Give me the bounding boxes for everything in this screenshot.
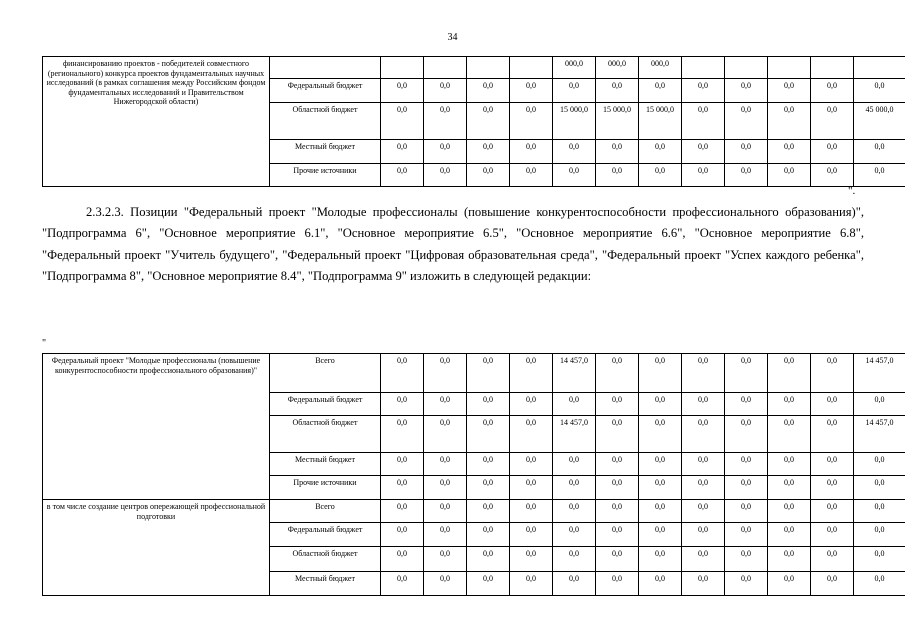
value-cell	[811, 57, 854, 79]
value-cell: 0,0	[467, 79, 510, 103]
value-cell	[854, 57, 905, 79]
page-number: 34	[447, 32, 458, 43]
value-cell: 0,0	[725, 572, 768, 596]
value-cell: 0,0	[510, 103, 553, 140]
source-label-cell: Областной бюджет	[270, 547, 381, 572]
value-cell: 0,0	[510, 164, 553, 187]
value-cell: 0,0	[854, 393, 905, 416]
value-cell: 0,0	[596, 453, 639, 476]
value-cell: 0,0	[510, 476, 553, 500]
value-cell: 0,0	[811, 453, 854, 476]
value-cell: 0,0	[811, 476, 854, 500]
source-label-cell: Местный бюджет	[270, 140, 381, 164]
value-cell: 14 457,0	[553, 416, 596, 453]
value-cell: 0,0	[510, 572, 553, 596]
value-cell: 0,0	[682, 476, 725, 500]
value-cell	[725, 57, 768, 79]
value-cell: 0,0	[725, 523, 768, 547]
program-name-cell: финансированию проектов - победителей совместного (регионального) конкурса проектов фундаментальных научных исследований (в рамках соглашения между Российским фондом фундаментальных исследований и Правительством Нижегородской области)	[43, 57, 270, 187]
value-cell: 0,0	[424, 416, 467, 453]
value-cell: 0,0	[467, 453, 510, 476]
value-cell: 0,0	[467, 572, 510, 596]
value-cell: 0,0	[381, 500, 424, 523]
value-cell: 0,0	[381, 103, 424, 140]
value-cell: 0,0	[682, 453, 725, 476]
value-cell: 0,0	[639, 572, 682, 596]
value-cell: 0,0	[854, 572, 905, 596]
value-cell: 0,0	[682, 354, 725, 393]
value-cell	[381, 57, 424, 79]
value-cell: 0,0	[381, 416, 424, 453]
value-cell: 0,0	[854, 500, 905, 523]
value-cell: 0,0	[682, 140, 725, 164]
table-row	[43, 354, 905, 393]
value-cell: 15 000,0	[553, 103, 596, 140]
table-row	[43, 500, 905, 523]
source-label-cell: Прочие источники	[270, 164, 381, 187]
value-cell: 0,0	[725, 164, 768, 187]
value-cell: 0,0	[639, 416, 682, 453]
value-cell: 0,0	[510, 393, 553, 416]
value-cell: 0,0	[682, 416, 725, 453]
value-cell: 000,0	[639, 57, 682, 79]
source-label-cell: Областной бюджет	[270, 103, 381, 140]
value-cell: 0,0	[768, 140, 811, 164]
source-label-cell: Местный бюджет	[270, 572, 381, 596]
value-cell: 0,0	[768, 79, 811, 103]
value-cell: 0,0	[639, 393, 682, 416]
value-cell: 14 457,0	[854, 416, 905, 453]
value-cell: 0,0	[639, 164, 682, 187]
value-cell: 0,0	[596, 393, 639, 416]
value-cell: 0,0	[639, 140, 682, 164]
value-cell: 000,0	[553, 57, 596, 79]
value-cell: 0,0	[553, 523, 596, 547]
value-cell: 0,0	[639, 453, 682, 476]
value-cell: 0,0	[553, 79, 596, 103]
value-cell: 0,0	[725, 500, 768, 523]
value-cell: 0,0	[381, 476, 424, 500]
value-cell: 0,0	[682, 164, 725, 187]
value-cell: 0,0	[596, 500, 639, 523]
value-cell: 0,0	[381, 164, 424, 187]
value-cell: 0,0	[381, 547, 424, 572]
value-cell: 0,0	[467, 393, 510, 416]
funding-table-continued	[42, 56, 905, 187]
value-cell: 0,0	[811, 500, 854, 523]
amendment-text: 2.3.2.3. Позиции "Федеральный проект "Молодые профессионалы (повышение конкурентоспособности профессионального образования)", "Подпрограмма 6", "Основное мероприятие 6.1", "Основное мероприятие 6.5", "Основное мероприятие 6.6", "Основное мероприятие 6.8", "Федеральный проект "Учитель будущего", "Федеральный проект "Цифровая образовательная среда", "Федеральный проект "Успех каждого ребенка", "Подпрограмма 8", "Основное мероприятие 8.4", "Подпрограмма 9" изложить в следующей редакции:	[42, 205, 864, 284]
value-cell: 0,0	[510, 354, 553, 393]
source-label-cell: Федеральный бюджет	[270, 523, 381, 547]
value-cell: 0,0	[467, 416, 510, 453]
source-label-cell: Федеральный бюджет	[270, 79, 381, 103]
value-cell: 0,0	[510, 547, 553, 572]
value-cell: 0,0	[639, 500, 682, 523]
value-cell: 0,0	[424, 547, 467, 572]
value-cell: 0,0	[424, 354, 467, 393]
value-cell: 0,0	[510, 500, 553, 523]
value-cell	[467, 57, 510, 79]
value-cell: 0,0	[725, 547, 768, 572]
value-cell: 0,0	[467, 547, 510, 572]
value-cell	[424, 57, 467, 79]
value-cell: 0,0	[596, 164, 639, 187]
value-cell: 0,0	[596, 140, 639, 164]
value-cell: 0,0	[725, 79, 768, 103]
value-cell: 0,0	[768, 547, 811, 572]
value-cell: 0,0	[682, 523, 725, 547]
table-row	[43, 57, 905, 79]
value-cell: 0,0	[381, 393, 424, 416]
value-cell: 0,0	[596, 476, 639, 500]
value-cell: 0,0	[639, 354, 682, 393]
value-cell: 14 457,0	[553, 354, 596, 393]
value-cell: 14 457,0	[854, 354, 905, 393]
value-cell: 0,0	[553, 547, 596, 572]
value-cell: 0,0	[811, 523, 854, 547]
value-cell: 0,0	[725, 140, 768, 164]
value-cell: 0,0	[768, 476, 811, 500]
value-cell: 0,0	[424, 140, 467, 164]
value-cell: 0,0	[424, 393, 467, 416]
value-cell: 0,0	[768, 416, 811, 453]
value-cell: 0,0	[811, 140, 854, 164]
value-cell: 0,0	[381, 79, 424, 103]
value-cell: 0,0	[596, 547, 639, 572]
source-label-cell: Всего	[270, 500, 381, 523]
value-cell: 0,0	[467, 500, 510, 523]
value-cell: 0,0	[553, 453, 596, 476]
source-label-cell: Прочие источники	[270, 476, 381, 500]
value-cell: 45 000,0	[854, 103, 905, 140]
value-cell: 0,0	[381, 453, 424, 476]
value-cell: 0,0	[811, 103, 854, 140]
value-cell: 0,0	[467, 140, 510, 164]
value-cell: 0,0	[467, 523, 510, 547]
value-cell: 0,0	[768, 523, 811, 547]
value-cell: 0,0	[725, 354, 768, 393]
source-label-cell	[270, 57, 381, 79]
value-cell: 0,0	[811, 164, 854, 187]
value-cell: 0,0	[854, 164, 905, 187]
amendment-paragraph	[42, 202, 864, 288]
value-cell: 0,0	[811, 547, 854, 572]
closing-quote: ".	[848, 185, 856, 197]
value-cell: 0,0	[639, 523, 682, 547]
value-cell: 0,0	[682, 79, 725, 103]
value-cell: 0,0	[510, 523, 553, 547]
value-cell: 000,0	[596, 57, 639, 79]
value-cell: 0,0	[510, 79, 553, 103]
value-cell: 0,0	[639, 79, 682, 103]
value-cell: 15 000,0	[639, 103, 682, 140]
value-cell: 0,0	[381, 572, 424, 596]
value-cell: 0,0	[467, 103, 510, 140]
value-cell: 0,0	[811, 354, 854, 393]
value-cell: 0,0	[854, 79, 905, 103]
value-cell: 0,0	[682, 547, 725, 572]
value-cell: 0,0	[424, 453, 467, 476]
value-cell: 0,0	[854, 547, 905, 572]
value-cell: 0,0	[596, 416, 639, 453]
value-cell: 0,0	[596, 354, 639, 393]
value-cell: 0,0	[768, 164, 811, 187]
value-cell: 0,0	[424, 476, 467, 500]
program-name-cell: Федеральный проект "Молодые профессионалы (повышение конкурентоспособности профессионального образования)"	[43, 354, 270, 500]
value-cell: 0,0	[553, 572, 596, 596]
value-cell: 0,0	[682, 500, 725, 523]
value-cell: 0,0	[553, 140, 596, 164]
value-cell: 0,0	[424, 79, 467, 103]
value-cell: 0,0	[725, 476, 768, 500]
value-cell: 0,0	[424, 572, 467, 596]
value-cell: 0,0	[811, 393, 854, 416]
value-cell: 0,0	[725, 103, 768, 140]
value-cell: 0,0	[682, 103, 725, 140]
value-cell: 0,0	[381, 140, 424, 164]
value-cell: 0,0	[424, 500, 467, 523]
value-cell: 0,0	[510, 140, 553, 164]
value-cell: 0,0	[768, 393, 811, 416]
program-name-cell: в том числе создание центров опережающей профессиональной подготовки	[43, 500, 270, 596]
value-cell: 0,0	[510, 453, 553, 476]
value-cell: 0,0	[768, 500, 811, 523]
value-cell: 0,0	[639, 476, 682, 500]
value-cell: 0,0	[553, 500, 596, 523]
funding-table-new-edition	[42, 353, 905, 596]
value-cell: 0,0	[768, 354, 811, 393]
value-cell: 0,0	[639, 547, 682, 572]
value-cell: 0,0	[510, 416, 553, 453]
value-cell: 0,0	[553, 164, 596, 187]
value-cell	[510, 57, 553, 79]
value-cell	[768, 57, 811, 79]
source-label-cell: Областной бюджет	[270, 416, 381, 453]
value-cell: 0,0	[467, 354, 510, 393]
value-cell: 15 000,0	[596, 103, 639, 140]
value-cell: 0,0	[553, 476, 596, 500]
value-cell: 0,0	[424, 523, 467, 547]
value-cell: 0,0	[596, 523, 639, 547]
value-cell: 0,0	[596, 572, 639, 596]
source-label-cell: Местный бюджет	[270, 453, 381, 476]
value-cell	[682, 57, 725, 79]
value-cell: 0,0	[682, 572, 725, 596]
value-cell: 0,0	[768, 572, 811, 596]
value-cell: 0,0	[381, 523, 424, 547]
value-cell: 0,0	[725, 453, 768, 476]
value-cell: 0,0	[811, 79, 854, 103]
value-cell: 0,0	[596, 79, 639, 103]
value-cell: 0,0	[811, 572, 854, 596]
value-cell: 0,0	[725, 416, 768, 453]
value-cell: 0,0	[467, 476, 510, 500]
value-cell: 0,0	[424, 164, 467, 187]
value-cell: 0,0	[854, 140, 905, 164]
source-label-cell: Федеральный бюджет	[270, 393, 381, 416]
value-cell: 0,0	[424, 103, 467, 140]
value-cell: 0,0	[854, 476, 905, 500]
value-cell: 0,0	[553, 393, 596, 416]
value-cell: 0,0	[811, 416, 854, 453]
value-cell: 0,0	[381, 354, 424, 393]
source-label-cell: Всего	[270, 354, 381, 393]
value-cell: 0,0	[768, 103, 811, 140]
value-cell: 0,0	[467, 164, 510, 187]
value-cell: 0,0	[682, 393, 725, 416]
value-cell: 0,0	[725, 393, 768, 416]
value-cell: 0,0	[854, 453, 905, 476]
value-cell: 0,0	[768, 453, 811, 476]
value-cell: 0,0	[854, 523, 905, 547]
opening-quote: "	[42, 338, 47, 349]
